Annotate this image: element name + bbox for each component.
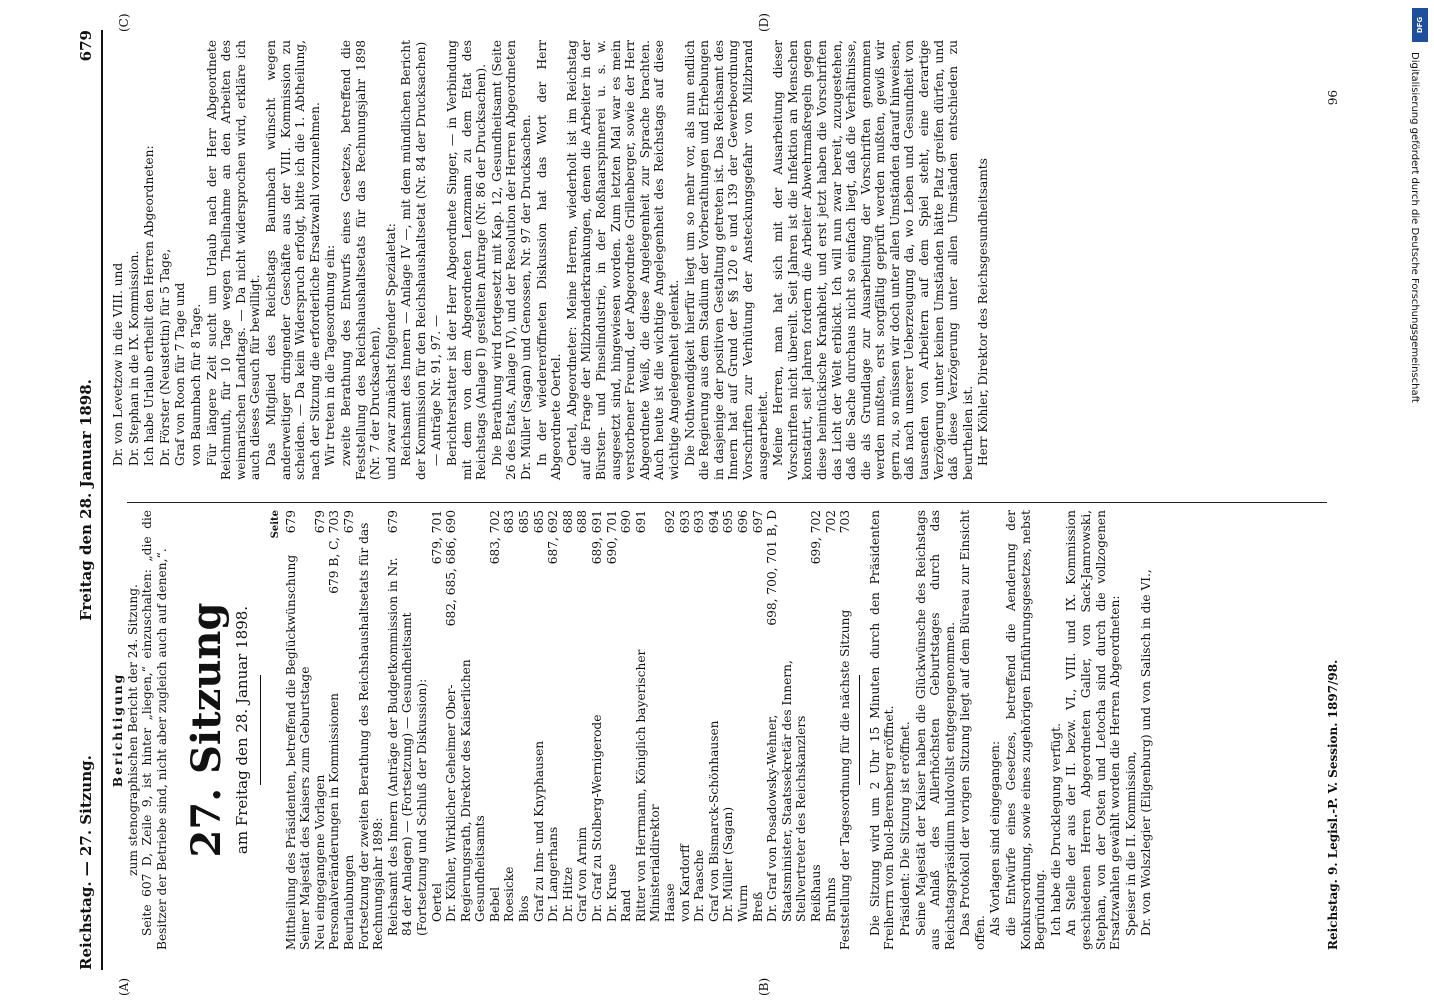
toc-entry-text: Haase — [663, 883, 677, 922]
body-paragraph: Ich habe die Drucklegung verfügt. — [1048, 723, 1063, 936]
toc-entry-text: Dr. Hitze — [560, 866, 575, 922]
toc-entry — [736, 510, 751, 950]
body-paragraph: Meine Herren, man hat sich mit der Ausarbeitung dieser Vorschriften nicht übereilt. Seit Jahren ist die Infektion an Menschen konstatirt, seit Jahren fordern die Arbeiter Abwehrmaßregeln gegen diese heimtückische Krankheit, und erst jetzt haben die Vorschriften das Licht der Welt erblickt. Ich will nun zwar bereit, zuzugestehen, daß die Sache durchaus nicht so einfach liegt, daß die Verhältnisse, die als Grundlage zur Ausarbeitung der Vorschriften genommen werden mußten, erst sorgfältig geprüft werden mußten, gewiß wir gern zu, so müssen wir doch unter allen Umständen darauf hinweisen, daß nach unserer Ueberzeugung da, wo Leben und Gesundheit von tausenden von Arbeitern auf dem Spiel steht, eine derartige Verzögerung unter keinen Umständen hätte Platz greifen dürfen, und daß diese Verzögerung unter allen Umständen entschieden zu beurtheilen ist. — [771, 40, 975, 480]
toc-entry-page: 685 — [531, 510, 546, 534]
toc-entry — [809, 510, 824, 950]
toc-entry-page: 679 — [312, 510, 327, 534]
body-paragraph: Für längere Zeit sucht um Urlaub nach der Herr Abgeordnete Reichmuth, für 10 Tage wegen Theilnahme an den Arbeiten des weimarischen Landtags. — Da nicht widersprochen wird, erkläre ich auch dieses Gesuch für bewilligt. — [204, 40, 263, 480]
body-paragraph: In der wiedereröffneten Diskussion hat das Wort der Herr Abgeordnete Oertel. — [534, 40, 564, 480]
toc-entry — [590, 510, 605, 950]
toc-entry — [824, 510, 839, 950]
toc-entry-text: Neu eingegangene Vorlagen — [312, 774, 327, 950]
toc-entry-text: Dr. Müller (Sagan) — [721, 806, 736, 922]
toc-entry — [575, 510, 590, 950]
toc-entry-page: 688 — [560, 510, 575, 534]
margin-mark-a: (A) — [117, 977, 131, 996]
berichtigung-subtitle: zum stenographischen Bericht der 24. Sitzung. — [125, 584, 140, 876]
toc-entry-text: Rand — [619, 889, 634, 922]
toc-entry-text: Mittheilung des Präsidenten, betreffend die Beglückwünschung Seiner Majestät des Kaisers zum Geburtstage — [283, 554, 313, 950]
margin-mark-b: (B) — [757, 977, 771, 996]
toc-entry-page: 693 — [677, 510, 692, 534]
right-column — [111, 40, 992, 480]
toc-entry-page: 689, 691 — [590, 510, 605, 565]
berichtigung-title: Berichtigung — [111, 672, 125, 788]
body-paragraph: Dr. von Levetzow in die VIII. und — [111, 262, 125, 466]
body-paragraph: An Stelle der aus der II. bezw. VI., VIII. und IX. Kommission geschiedenen Herren Abgeordneten Galler, von Sack-Jamrowski, Stephan, von der Osten und Letocha sind durch die vollzogenen Ersatzwahlen gewählt worden die Herren Abgeordneten: — [1064, 510, 1123, 950]
body-paragraph: Die Berathung wird fortgesetzt mit Kap. 12, Gesundheitsamt (Seite 26 des Etats, Anlage IV), und der Resolution der Herren Abgeordneten Dr. Müller (Sagan) und Genossen, Nr. 97 der Drucksachen. — [489, 40, 534, 480]
toc-entry-page: 699, 702 — [808, 510, 823, 565]
body-paragraph: Als Vorlagen sind eingegangen: — [988, 740, 1003, 936]
toc-entry-page: 679 — [283, 510, 298, 534]
body-paragraph: Reichsamt des Innern — Anlage IV —, mit dem mündlichen Bericht der Kommission für den Reichshaushaltsetat (Nr. 84 der Drucksachen) — [399, 40, 428, 480]
header-page-number: 679 — [77, 30, 95, 62]
session-title: 27. Sitzung — [183, 602, 231, 858]
header-left: Reichstag. — 27. Sitzung. — [77, 755, 95, 970]
body-paragraph: die Entwürfe eines Gesetzes, betreffend die Aenderung der Konkursordnung, sowie eines zugehörigen Einführungsgesetzes, nebst Begründung. — [1004, 510, 1048, 950]
body-paragraph: Ich habe Urlaub ertheilt den Herren Abgeordneten: — [142, 145, 157, 466]
toc-entry — [532, 510, 547, 950]
body-paragraph: Dr. Förster (Neustettin) für 5 Tage, — [157, 248, 172, 466]
toc-entry-text: Graf zu Inn- und Knyphausen — [531, 740, 546, 922]
toc-entry-text: Dr. Paasche — [692, 849, 707, 922]
header-center: Freitag den 28. Januar 1898. — [77, 379, 95, 621]
toc-entry-text: Reichsamt des Innern (Anträge der Budgetkommission in Nr. 84 der Anlagen) — (Fortsetzung) — Gesundheitsamt (Fortsetzung und Schluß der Diskussion): — [385, 557, 429, 936]
toc-entry-text: Breß — [750, 891, 765, 922]
toc-entry-text: Wurm — [735, 884, 750, 922]
running-header — [75, 30, 103, 970]
toc-entry — [430, 510, 445, 950]
toc-entry-page: 690 — [619, 510, 634, 534]
body-paragraph: Präsident: Die Sitzung ist eröffnet. — [897, 721, 912, 936]
toc-entry — [284, 510, 313, 950]
body-paragraph: Dr. von Wolszlegier (Eilgenburg) und von Salisch in die VI., — [1139, 569, 1154, 936]
toc-entry — [488, 510, 503, 950]
margin-mark-c: (C) — [117, 13, 131, 32]
body-paragraph: Das Mitglied des Reichstags Baumbach wünscht wegen anderweitiger dringender Geschäfte aus der VIII. Kommission zu scheiden. — Da kein Widerspruch erfolgt, bitte ich die 1. Abtheilung, nach der Sitzung die erforderliche Ersatzwahl vorzunehmen. — [263, 40, 322, 480]
berichtigung-text: Seite 607 D, Zeile 9, ist hinter „liegen,“ einzuschalten: „die die Besitzer der Betriebe sind, nicht aber zugleich auch auf denen,“. — [140, 510, 169, 950]
toc-entry-page: 692 — [663, 510, 677, 534]
toc-entry-text: Bruhns — [823, 877, 838, 922]
toc-entry-page: 682, 685, 686, 690 — [444, 510, 459, 627]
toc-entry — [751, 510, 766, 950]
toc-entry-page: 688 — [575, 510, 590, 534]
toc-entry — [517, 510, 532, 950]
toc-entry — [444, 510, 488, 950]
body-paragraph: Graf von Roon für 7 Tage und — [173, 282, 188, 466]
toc-entry-page: 685 — [517, 510, 532, 534]
body-paragraph: Die Nothwendigkeit hierfür liegt um so mehr vor, als nun endlich die Regierung aus dem Stadium der Vorberathungen und Erhebungen in dasjenige der positiven Gestaltung getreten ist. Das Reichsamt des Innern hat auf Grund der §§ 120 e und 139 der Gewerbeordnung Vorschriften zur Verhütung der Ansteckungsgefahr von Milzbrand ausgearbeitet. — [682, 40, 770, 480]
body-paragraph: Seine Majestät der Kaiser haben die Glückwünsche des Reichstags aus Anlaß des Allerhöchsten Geburtstages durch das Reichstagspräsidium huldvollst entgegengenommen. — [913, 510, 957, 950]
body-paragraph: Oertel, Abgeordneter: Meine Herren, wiederholt ist im Reichstag auf die Frage der Milzbranderkrankungen, denen die Arbeiter in der Bürsten- und Pinselindustrie, in der Roßhaarspinnerei u. s. w. ausgesetzt sind, hingewiesen worden. Zum letzten Mal war es mein verstorbener Freund, der Abgeordnete Grillenberger, sowie der Herr Abgeordnete Weiß, die diese Angelegenheit zur Sprache brachten. Auch heute ist die wichtige Angelegenheit des Reichstags auf diese wichtige Angelegenheit gelenkt. — [564, 40, 681, 480]
body-paragraph: Berichterstatter ist der Herr Abgeordnete Singer, — in Verbindung mit dem von dem Abgeordneten Lenzmann zu dem Etat des Reichstags (Anlage I) gestellten Antrage (Nr. 86 der Drucksachen). — [445, 40, 489, 480]
dfg-badge-text: DFG — [1416, 16, 1424, 34]
toc-entry — [678, 510, 693, 950]
toc-entry-text: Dr. Langerhans — [546, 826, 561, 922]
toc-entry — [561, 510, 576, 950]
rotated-document-page — [67, 0, 1367, 1000]
toc-entry-text: Graf von Bismarck-Schönhausen — [706, 720, 721, 922]
toc-entry-page: 687, 692 — [546, 510, 561, 565]
body-paragraph: und zwar zunächst folgender Spezialetat: — [383, 223, 398, 480]
body-paragraph: von Baumbach für 8 Tage. — [188, 303, 203, 466]
body-paragraph: Herr Köhler, Direktor des Reichsgesundheitsamts — [976, 158, 991, 466]
body-paragraph: Wir treten in die Tagesordnung ein: — [323, 244, 338, 466]
toc-entry — [357, 510, 386, 950]
toc-entry-text: Beurlaubungen — [341, 854, 356, 950]
toc-entry-page: 679 B, C, 703 — [327, 510, 342, 594]
toc-entry-page: 683, 702 — [487, 510, 502, 565]
toc-entry-text: Oertel — [429, 882, 444, 922]
toc-entry-page: 694 — [706, 510, 721, 534]
body-paragraph: Dr. Stephan in die IX. Kommission. — [126, 250, 141, 466]
toc-entry-page: 683 — [502, 510, 517, 534]
toc-entry-page: 679 — [341, 510, 356, 534]
toc-entry-text: Dr. Köhler, Wirklicher Geheimer Ober-Regierungsrath, Direktor des Kaiserlichen Gesundheitsamts — [444, 659, 488, 922]
toc-entry — [765, 510, 809, 950]
toc-entry — [634, 510, 663, 950]
digitisation-credit — [1408, 8, 1432, 998]
toc-entry-page: 697 — [750, 510, 765, 534]
toc-entry-text: Dr. Kruse — [604, 863, 619, 922]
title-rule — [260, 675, 261, 785]
toc-entry-text: Ritter von Herrmann, Königlich bayerischer Ministerialdirektor — [633, 649, 663, 922]
toc-entry-page: 698, 700, 701 B, D — [765, 510, 780, 626]
toc-entry — [313, 510, 328, 950]
toc-entry-text: Dr. Graf von Posadowsky-Wehner, Staatsminister, Staatssekretär des Innern, Stellvertreter des Reichskanzlers — [765, 660, 809, 922]
toc-entry-text: Bebel — [487, 886, 502, 922]
toc-entry — [342, 510, 357, 950]
body-paragraph: zweite Berathung des Entwurfs eines Gesetzes, betreffend die Feststellung des Reichshaushaltsetats für das Rechnungsjahr 1898 (Nr. 7 der Drucksachen), — [338, 40, 383, 480]
toc-entry — [605, 510, 620, 950]
toc-entry-text: Fortsetzung der zweiten Berathung des Reichshaushaltsetats für das Rechnungsjahr 1898: — [356, 522, 386, 950]
session-date: am Freitag den 28. Januar 1898. — [233, 605, 252, 855]
toc-entry-page: 679, 701 — [429, 510, 444, 565]
toc-entry — [386, 510, 430, 950]
column-divider — [127, 502, 1327, 503]
toc-entry — [546, 510, 561, 950]
body-paragraph: Das Protokoll der vorigen Sitzung liegt auf dem Büreau zur Einsicht offen. — [958, 510, 987, 950]
toc-rule — [859, 675, 860, 785]
toc-entry-page: 703 — [838, 510, 853, 534]
toc-entry-text: von Kardorff — [677, 844, 692, 922]
toc-entry-page: 679 — [385, 510, 400, 534]
toc-entry — [707, 510, 722, 950]
body-paragraph: — Anträge Nr. 91, 97. — — [429, 314, 444, 466]
toc-entry-page: 690, 701 — [604, 510, 619, 565]
right-body-text — [111, 40, 991, 480]
left-body-text — [868, 510, 1154, 950]
toc-entry-text: Dr. Graf zu Stolberg-Wernigerode — [590, 714, 605, 922]
margin-mark-d: (D) — [757, 13, 771, 32]
toc-entry — [721, 510, 736, 950]
toc-entry — [838, 510, 853, 950]
toc-entry — [327, 510, 342, 950]
toc-entry — [619, 510, 634, 950]
dfg-logo — [1412, 8, 1428, 42]
toc-entry-text: Bios — [517, 895, 532, 922]
footer-sheet-number: 96 — [1326, 90, 1341, 106]
toc-entry-text: Feststellung der Tagesordnung für die nächste Sitzung — [838, 609, 853, 950]
toc-entry — [502, 510, 517, 950]
toc-entry-text: Graf von Arnim — [575, 826, 590, 922]
toc-entry-page: 696 — [735, 510, 750, 534]
left-column — [111, 510, 1155, 950]
body-paragraph: Die Sitzung wird um 2 Uhr 15 Minuten durch den Präsidenten Freiherrn von Buol-Berenberg eröffnet. — [867, 510, 897, 950]
toc-entry-text: Personalveränderungen in Kommissionen — [327, 692, 342, 950]
footer-session-info: Reichstag. 9. Legisl.-P. V. Session. 1897/98. — [1326, 659, 1341, 950]
table-of-contents — [284, 510, 853, 950]
toc-entry — [663, 510, 678, 950]
toc-entry-text: Reißhaus — [808, 864, 823, 922]
toc-entry-page: 702 — [823, 510, 838, 534]
credit-text: Digitalisierung gefördert durch die Deutsche Forschungsgemeinschaft — [1409, 52, 1420, 403]
toc-entry-page: 695 — [721, 510, 736, 534]
toc-entry-page: 691 — [633, 510, 648, 534]
toc-seite-label: Seite — [269, 510, 281, 539]
toc-entry-text: Roesicke — [502, 866, 517, 922]
body-paragraph: Speiser in die II. Kommission, — [1123, 751, 1138, 936]
toc-entry — [692, 510, 707, 950]
toc-entry-page: 693 — [692, 510, 707, 534]
